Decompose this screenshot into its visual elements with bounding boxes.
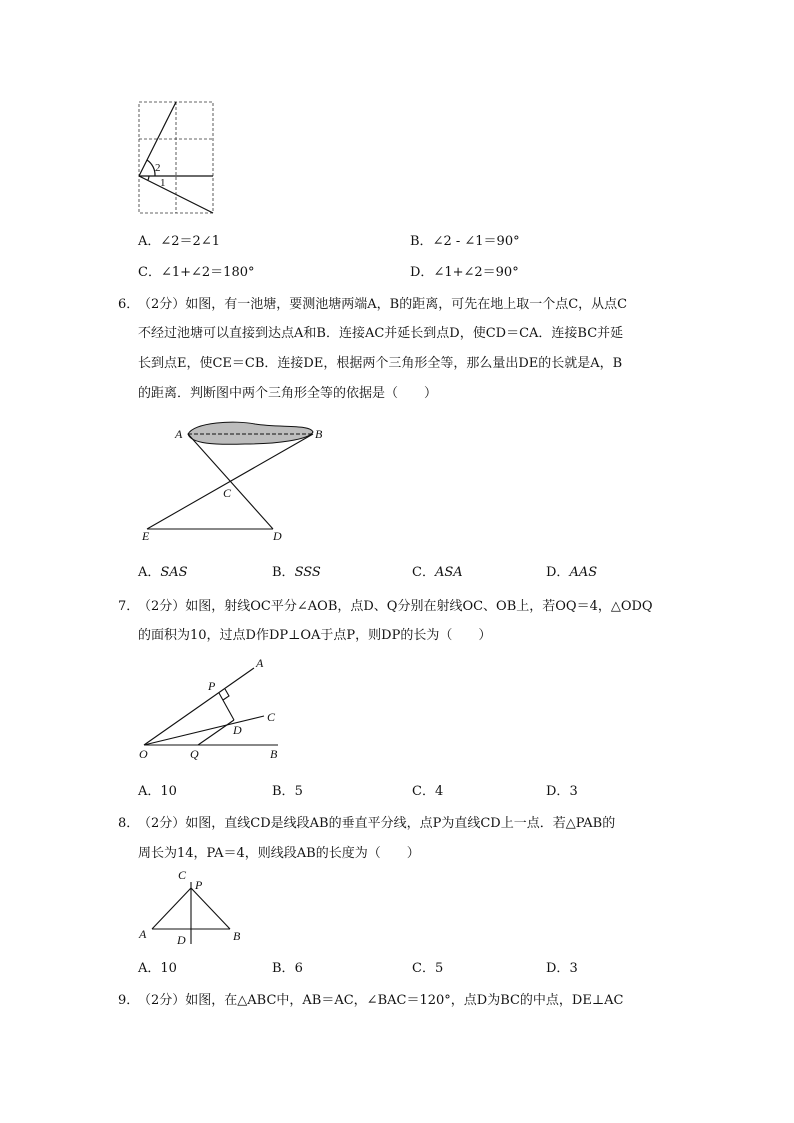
- q6-option-c[interactable]: [412, 561, 463, 580]
- option-letter: C．: [412, 565, 435, 580]
- q5-angle-arc-2: [147, 160, 155, 176]
- option-text: 10: [160, 784, 177, 799]
- q6-option-b[interactable]: [272, 561, 321, 580]
- q6-pond: [188, 422, 313, 444]
- q7-option-d[interactable]: [546, 780, 578, 799]
- option-text: SAS: [160, 565, 188, 580]
- q5-label-1: 1: [160, 177, 166, 189]
- q6-label-d: D: [273, 529, 282, 543]
- q9-text-line-1: （2分）如图，在△ABC中，AB＝AC，∠BAC＝120°，点D为BC的中点，DE⊥AC: [138, 993, 624, 1008]
- option-letter: B．: [272, 565, 295, 580]
- q7-label-q: Q: [190, 747, 199, 761]
- option-text: 3: [569, 784, 578, 799]
- q6-number: 6．: [118, 297, 140, 312]
- option-text: 10: [160, 961, 177, 976]
- q8-segment-pb: [191, 888, 230, 929]
- option-letter: D．: [410, 265, 434, 280]
- q7-label-a: A: [256, 656, 264, 670]
- option-letter: C．: [138, 265, 161, 280]
- q7-label-o: O: [139, 747, 148, 761]
- q6-option-a[interactable]: [138, 561, 188, 580]
- q6-label-e: E: [142, 529, 150, 543]
- option-text: AAS: [569, 565, 598, 580]
- option-letter: D．: [546, 784, 570, 799]
- q7-number: 7．: [118, 599, 140, 614]
- q5-option-b[interactable]: [410, 230, 520, 249]
- q8-option-d[interactable]: [546, 957, 578, 976]
- q8-segment-pa: [152, 888, 191, 929]
- option-letter: A．: [138, 565, 161, 580]
- q6-text-line-1: （2分）如图，有一池塘，要测池塘两端A，B的距离，可先在地上取一个点C，从点C: [138, 297, 628, 312]
- q6-label-a: A: [175, 427, 183, 441]
- q7-label-c: C: [267, 710, 276, 724]
- q7-option-c[interactable]: [412, 780, 443, 799]
- q7-label-d: D: [233, 723, 242, 737]
- option-text: 5: [294, 784, 303, 799]
- option-letter: D．: [546, 961, 570, 976]
- q8-text-line-2: 周长为14，PA＝4，则线段AB的长度为（ ）: [138, 846, 420, 861]
- option-text: 5: [434, 961, 444, 976]
- q5-option-d[interactable]: [410, 261, 519, 280]
- q8-label-d: D: [177, 933, 186, 947]
- q6-label-b: B: [315, 427, 323, 441]
- q6-text-line-3: 长到点E，使CE＝CB．连接DE，根据两个三角形全等，那么量出DE的长就是A，B: [138, 356, 623, 371]
- option-text: ∠1+∠2＝180°: [160, 265, 255, 280]
- q6-option-d[interactable]: [546, 561, 597, 580]
- q7-option-b[interactable]: [272, 780, 303, 799]
- q8-option-a[interactable]: [138, 957, 177, 976]
- q7-text-line-2: 的面积为10，过点D作DP⊥OA于点P，则DP的长为（ ）: [138, 628, 492, 643]
- option-letter: C．: [412, 961, 435, 976]
- q6-label-c: C: [223, 486, 232, 500]
- q6-figure: [135, 418, 335, 548]
- option-text: 3: [569, 961, 578, 976]
- q7-label-p: P: [208, 679, 216, 693]
- q8-label-a: A: [139, 927, 147, 941]
- q8-label-p: P: [195, 878, 203, 892]
- option-text: 4: [434, 784, 444, 799]
- option-letter: A．: [138, 961, 161, 976]
- option-text: ∠2 - ∠1＝90°: [432, 234, 520, 249]
- q6-text-line-2: 不经过池塘可以直接到达点A和B．连接AC并延长到点D，使CD＝CA．连接BC并延: [138, 326, 624, 341]
- q5-option-c[interactable]: [138, 261, 255, 280]
- q8-number: 8．: [118, 816, 140, 831]
- q7-figure: [132, 652, 292, 764]
- option-letter: B．: [410, 234, 433, 249]
- q8-option-b[interactable]: [272, 957, 303, 976]
- q5-label-2: 2: [155, 162, 161, 174]
- option-text: ∠2＝2∠1: [160, 234, 220, 249]
- q5-figure: [130, 95, 220, 220]
- option-text: 6: [294, 961, 303, 976]
- q8-label-c: C: [178, 868, 187, 882]
- q7-segment-qd: [198, 720, 234, 745]
- q9-number: 9．: [118, 993, 140, 1008]
- option-letter: B．: [272, 784, 295, 799]
- option-text: ∠1+∠2＝90°: [433, 265, 519, 280]
- q8-text-line-1: （2分）如图，直线CD是线段AB的垂直平分线，点P为直线CD上一点．若△PAB的: [138, 816, 616, 831]
- option-letter: C．: [412, 784, 435, 799]
- option-text: SSS: [294, 565, 321, 580]
- q7-right-angle-mark: [223, 689, 229, 700]
- option-letter: A．: [138, 234, 161, 249]
- q8-option-c[interactable]: [412, 957, 443, 976]
- option-letter: B．: [272, 961, 295, 976]
- q7-text-line-1: （2分）如图，射线OC平分∠AOB，点D、Q分别在射线OC、OB上，若OQ＝4，△ODQ: [138, 599, 653, 614]
- q8-label-b: B: [233, 929, 241, 943]
- q7-option-a[interactable]: [138, 780, 177, 799]
- q6-segment-be: [147, 434, 313, 529]
- q5-angle-arc-1: [148, 176, 149, 180]
- q8-figure: [132, 864, 252, 950]
- option-text: ASA: [434, 565, 463, 580]
- q7-label-b: B: [270, 747, 278, 761]
- q5-option-a[interactable]: [138, 230, 220, 249]
- option-letter: A．: [138, 784, 161, 799]
- q5-grid: [139, 102, 213, 213]
- q6-text-line-4: 的距离．判断图中两个三角形全等的依据是（ ）: [138, 386, 438, 401]
- option-letter: D．: [546, 565, 570, 580]
